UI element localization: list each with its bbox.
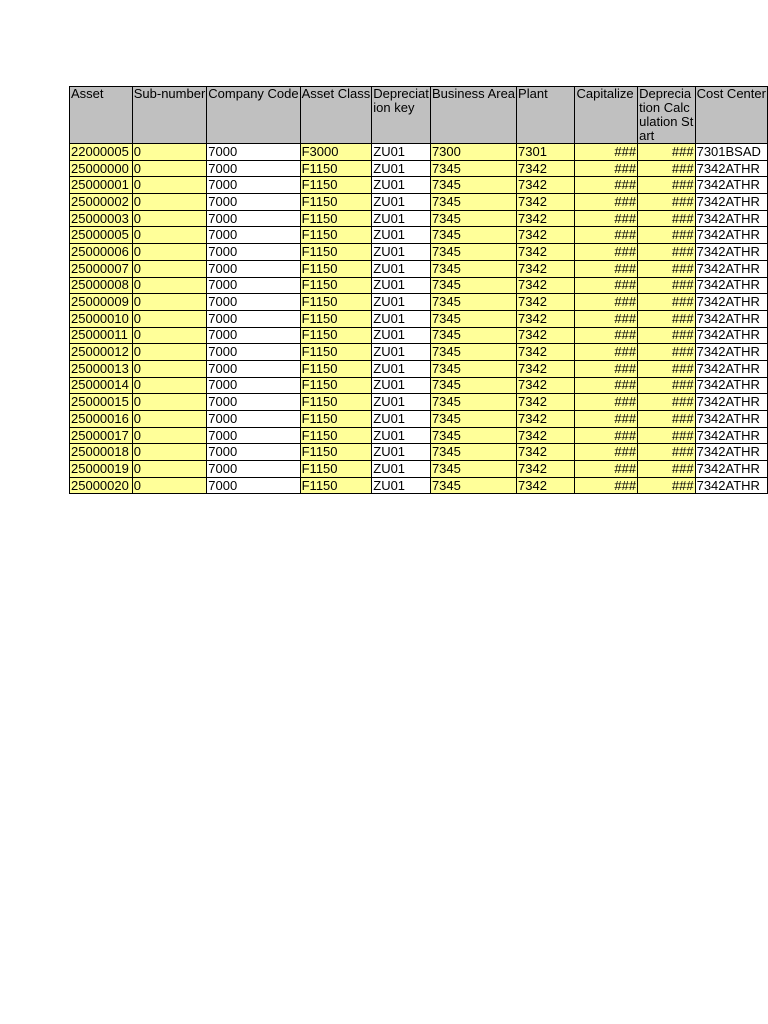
cell-business-area[interactable]: 7345 (430, 210, 516, 227)
cell-cost-center[interactable]: 7342ATHR (695, 160, 767, 177)
cell-capitalize[interactable]: ### (575, 227, 638, 244)
cell-asset[interactable]: 25000020 (70, 477, 133, 494)
cell-asset[interactable]: 25000013 (70, 360, 133, 377)
cell-cost-center[interactable]: 7342ATHR (695, 394, 767, 411)
cell-asset-class[interactable]: F1150 (300, 411, 372, 428)
cell-plant[interactable]: 7342 (517, 244, 575, 261)
cell-asset-class[interactable]: F1150 (300, 210, 372, 227)
cell-company-code[interactable]: 7000 (207, 344, 300, 361)
cell-cost-center[interactable]: 7342ATHR (695, 327, 767, 344)
cell-company-code[interactable]: 7000 (207, 277, 300, 294)
cell-company-code[interactable]: 7000 (207, 194, 300, 211)
cell-cost-center[interactable]: 7342ATHR (695, 427, 767, 444)
cell-capitalize[interactable]: ### (575, 277, 638, 294)
header-asset[interactable]: Asset (70, 87, 133, 144)
cell-capitalize[interactable]: ### (575, 394, 638, 411)
cell-plant[interactable]: 7301 (517, 144, 575, 161)
cell-sub-number[interactable]: 0 (132, 277, 207, 294)
cell-cost-center[interactable]: 7342ATHR (695, 310, 767, 327)
cell-depreciation-start[interactable]: ### (638, 360, 695, 377)
table-row (70, 194, 768, 211)
cell-depreciation-start[interactable]: ### (638, 377, 695, 394)
cell-capitalize[interactable]: ### (575, 360, 638, 377)
cell-cost-center[interactable]: 7342ATHR (695, 294, 767, 311)
cell-cost-center[interactable]: 7342ATHR (695, 277, 767, 294)
cell-sub-number[interactable]: 0 (132, 477, 207, 494)
cell-business-area[interactable]: 7345 (430, 177, 516, 194)
cell-company-code[interactable]: 7000 (207, 244, 300, 261)
cell-depreciation-start[interactable]: ### (638, 310, 695, 327)
cell-asset[interactable]: 25000015 (70, 394, 133, 411)
cell-depreciation-key[interactable]: ZU01 (372, 294, 431, 311)
cell-depreciation-start[interactable]: ### (638, 477, 695, 494)
cell-business-area[interactable]: 7345 (430, 477, 516, 494)
cell-company-code[interactable]: 7000 (207, 461, 300, 478)
cell-depreciation-start[interactable]: ### (638, 277, 695, 294)
cell-asset[interactable]: 25000009 (70, 294, 133, 311)
cell-asset-class[interactable]: F1150 (300, 444, 372, 461)
cell-depreciation-start[interactable]: ### (638, 160, 695, 177)
cell-depreciation-start[interactable]: ### (638, 327, 695, 344)
cell-business-area[interactable]: 7345 (430, 244, 516, 261)
cell-asset[interactable]: 25000000 (70, 160, 133, 177)
cell-capitalize[interactable]: ### (575, 294, 638, 311)
cell-company-code[interactable]: 7000 (207, 210, 300, 227)
cell-sub-number[interactable]: 0 (132, 260, 207, 277)
cell-plant[interactable]: 7342 (517, 277, 575, 294)
cell-depreciation-start[interactable]: ### (638, 194, 695, 211)
cell-depreciation-start[interactable]: ### (638, 344, 695, 361)
cell-cost-center[interactable]: 7342ATHR (695, 461, 767, 478)
cell-plant[interactable]: 7342 (517, 160, 575, 177)
cell-company-code[interactable]: 7000 (207, 310, 300, 327)
cell-cost-center[interactable]: 7342ATHR (695, 477, 767, 494)
table-row (70, 310, 768, 327)
cell-capitalize[interactable]: ### (575, 461, 638, 478)
cell-plant[interactable]: 7342 (517, 294, 575, 311)
cell-company-code[interactable]: 7000 (207, 144, 300, 161)
cell-depreciation-key[interactable]: ZU01 (372, 194, 431, 211)
cell-asset-class[interactable]: F1150 (300, 394, 372, 411)
cell-plant[interactable]: 7342 (517, 310, 575, 327)
cell-asset[interactable]: 25000016 (70, 411, 133, 428)
asset-spreadsheet (69, 86, 768, 494)
cell-asset[interactable]: 25000003 (70, 210, 133, 227)
cell-sub-number[interactable]: 0 (132, 327, 207, 344)
cell-depreciation-key[interactable]: ZU01 (372, 444, 431, 461)
cell-cost-center[interactable]: 7301BSAD (695, 144, 767, 161)
cell-depreciation-key[interactable]: ZU01 (372, 377, 431, 394)
cell-capitalize[interactable]: ### (575, 427, 638, 444)
cell-depreciation-key[interactable]: ZU01 (372, 144, 431, 161)
cell-sub-number[interactable]: 0 (132, 160, 207, 177)
cell-sub-number[interactable]: 0 (132, 294, 207, 311)
cell-company-code[interactable]: 7000 (207, 427, 300, 444)
cell-depreciation-key[interactable]: ZU01 (372, 461, 431, 478)
cell-depreciation-start[interactable]: ### (638, 461, 695, 478)
cell-business-area[interactable]: 7345 (430, 444, 516, 461)
cell-sub-number[interactable]: 0 (132, 377, 207, 394)
cell-asset[interactable]: 25000005 (70, 227, 133, 244)
cell-plant[interactable]: 7342 (517, 177, 575, 194)
cell-plant[interactable]: 7342 (517, 360, 575, 377)
cell-asset[interactable]: 25000014 (70, 377, 133, 394)
cell-company-code[interactable]: 7000 (207, 377, 300, 394)
table-row (70, 427, 768, 444)
cell-business-area[interactable]: 7345 (430, 160, 516, 177)
cell-depreciation-start[interactable]: ### (638, 227, 695, 244)
cell-cost-center[interactable]: 7342ATHR (695, 411, 767, 428)
cell-business-area[interactable]: 7345 (430, 227, 516, 244)
cell-capitalize[interactable]: ### (575, 144, 638, 161)
cell-asset-class[interactable]: F1150 (300, 427, 372, 444)
cell-capitalize[interactable]: ### (575, 260, 638, 277)
cell-cost-center[interactable]: 7342ATHR (695, 177, 767, 194)
cell-asset[interactable]: 25000006 (70, 244, 133, 261)
cell-company-code[interactable]: 7000 (207, 411, 300, 428)
cell-depreciation-key[interactable]: ZU01 (372, 227, 431, 244)
cell-cost-center[interactable]: 7342ATHR (695, 244, 767, 261)
cell-capitalize[interactable]: ### (575, 160, 638, 177)
cell-asset[interactable]: 25000002 (70, 194, 133, 211)
table-row (70, 394, 768, 411)
header-sub-number[interactable]: Sub-number (132, 87, 207, 144)
cell-business-area[interactable]: 7345 (430, 310, 516, 327)
cell-depreciation-key[interactable]: ZU01 (372, 260, 431, 277)
cell-sub-number[interactable]: 0 (132, 427, 207, 444)
cell-company-code[interactable]: 7000 (207, 227, 300, 244)
cell-company-code[interactable]: 7000 (207, 394, 300, 411)
cell-asset[interactable]: 25000008 (70, 277, 133, 294)
cell-cost-center[interactable]: 7342ATHR (695, 344, 767, 361)
table-row (70, 144, 768, 161)
cell-cost-center[interactable]: 7342ATHR (695, 360, 767, 377)
table-row (70, 244, 768, 261)
cell-sub-number[interactable]: 0 (132, 444, 207, 461)
cell-sub-number[interactable]: 0 (132, 144, 207, 161)
cell-business-area[interactable]: 7345 (430, 294, 516, 311)
cell-depreciation-start[interactable]: ### (638, 260, 695, 277)
cell-depreciation-key[interactable]: ZU01 (372, 427, 431, 444)
cell-asset-class[interactable]: F1150 (300, 344, 372, 361)
cell-company-code[interactable]: 7000 (207, 260, 300, 277)
cell-business-area[interactable]: 7345 (430, 360, 516, 377)
cell-cost-center[interactable]: 7342ATHR (695, 194, 767, 211)
cell-cost-center[interactable]: 7342ATHR (695, 210, 767, 227)
cell-cost-center[interactable]: 7342ATHR (695, 444, 767, 461)
cell-plant[interactable]: 7342 (517, 194, 575, 211)
cell-asset-class[interactable]: F1150 (300, 260, 372, 277)
cell-company-code[interactable]: 7000 (207, 360, 300, 377)
cell-capitalize[interactable]: ### (575, 210, 638, 227)
cell-asset-class[interactable]: F1150 (300, 377, 372, 394)
cell-sub-number[interactable]: 0 (132, 194, 207, 211)
table-row (70, 294, 768, 311)
cell-capitalize[interactable]: ### (575, 344, 638, 361)
header-plant[interactable]: Plant (517, 87, 575, 144)
cell-plant[interactable]: 7342 (517, 210, 575, 227)
header-row (70, 87, 768, 144)
cell-capitalize[interactable]: ### (575, 244, 638, 261)
cell-capitalize[interactable]: ### (575, 194, 638, 211)
cell-plant[interactable]: 7342 (517, 427, 575, 444)
table-row (70, 210, 768, 227)
cell-plant[interactable]: 7342 (517, 461, 575, 478)
cell-plant[interactable]: 7342 (517, 444, 575, 461)
cell-asset-class[interactable]: F1150 (300, 360, 372, 377)
cell-capitalize[interactable]: ### (575, 377, 638, 394)
cell-company-code[interactable]: 7000 (207, 477, 300, 494)
cell-plant[interactable]: 7342 (517, 411, 575, 428)
cell-depreciation-start[interactable]: ### (638, 177, 695, 194)
cell-cost-center[interactable]: 7342ATHR (695, 260, 767, 277)
cell-depreciation-start[interactable]: ### (638, 394, 695, 411)
cell-plant[interactable]: 7342 (517, 477, 575, 494)
cell-asset-class[interactable]: F3000 (300, 144, 372, 161)
cell-depreciation-start[interactable]: ### (638, 427, 695, 444)
cell-asset-class[interactable]: F1150 (300, 327, 372, 344)
cell-asset[interactable]: 25000018 (70, 444, 133, 461)
cell-capitalize[interactable]: ### (575, 411, 638, 428)
cell-business-area[interactable]: 7345 (430, 344, 516, 361)
cell-cost-center[interactable]: 7342ATHR (695, 227, 767, 244)
cell-depreciation-key[interactable]: ZU01 (372, 277, 431, 294)
cell-asset[interactable]: 25000017 (70, 427, 133, 444)
cell-sub-number[interactable]: 0 (132, 244, 207, 261)
cell-asset-class[interactable]: F1150 (300, 160, 372, 177)
header-depreciation-key[interactable]: Depreciation key (372, 87, 431, 144)
cell-depreciation-start[interactable]: ### (638, 144, 695, 161)
cell-depreciation-key[interactable]: ZU01 (372, 344, 431, 361)
cell-asset[interactable]: 25000001 (70, 177, 133, 194)
cell-capitalize[interactable]: ### (575, 327, 638, 344)
cell-business-area[interactable]: 7345 (430, 394, 516, 411)
cell-plant[interactable]: 7342 (517, 260, 575, 277)
cell-sub-number[interactable]: 0 (132, 177, 207, 194)
cell-sub-number[interactable]: 0 (132, 310, 207, 327)
cell-depreciation-key[interactable]: ZU01 (372, 394, 431, 411)
cell-company-code[interactable]: 7000 (207, 160, 300, 177)
cell-asset[interactable]: 25000011 (70, 327, 133, 344)
cell-asset-class[interactable]: F1150 (300, 277, 372, 294)
cell-capitalize[interactable]: ### (575, 310, 638, 327)
table-row (70, 377, 768, 394)
table-row (70, 277, 768, 294)
header-business-area[interactable]: Business Area (430, 87, 516, 144)
header-company-code[interactable]: Company Code (207, 87, 300, 144)
cell-depreciation-start[interactable]: ### (638, 411, 695, 428)
header-asset-class[interactable]: Asset Class (300, 87, 372, 144)
cell-sub-number[interactable]: 0 (132, 411, 207, 428)
cell-asset[interactable]: 25000007 (70, 260, 133, 277)
table-row (70, 227, 768, 244)
table-row (70, 344, 768, 361)
cell-business-area[interactable]: 7345 (430, 427, 516, 444)
cell-asset-class[interactable]: F1150 (300, 477, 372, 494)
cell-asset-class[interactable]: F1150 (300, 461, 372, 478)
cell-capitalize[interactable]: ### (575, 477, 638, 494)
table-row (70, 444, 768, 461)
cell-depreciation-start[interactable]: ### (638, 244, 695, 261)
cell-asset[interactable]: 25000012 (70, 344, 133, 361)
cell-sub-number[interactable]: 0 (132, 360, 207, 377)
cell-sub-number[interactable]: 0 (132, 461, 207, 478)
cell-business-area[interactable]: 7345 (430, 461, 516, 478)
cell-business-area[interactable]: 7345 (430, 411, 516, 428)
cell-company-code[interactable]: 7000 (207, 294, 300, 311)
cell-asset-class[interactable]: F1150 (300, 244, 372, 261)
table-row (70, 461, 768, 478)
table-row (70, 327, 768, 344)
header-capitalize[interactable]: Capitalize (575, 87, 638, 144)
cell-company-code[interactable]: 7000 (207, 177, 300, 194)
cell-depreciation-key[interactable]: ZU01 (372, 210, 431, 227)
cell-depreciation-key[interactable]: ZU01 (372, 327, 431, 344)
cell-business-area[interactable]: 7345 (430, 277, 516, 294)
table-row (70, 360, 768, 377)
cell-asset-class[interactable]: F1150 (300, 227, 372, 244)
cell-depreciation-key[interactable]: ZU01 (372, 244, 431, 261)
cell-business-area[interactable]: 7345 (430, 377, 516, 394)
cell-asset-class[interactable]: F1150 (300, 177, 372, 194)
cell-plant[interactable]: 7342 (517, 344, 575, 361)
cell-depreciation-start[interactable]: ### (638, 210, 695, 227)
cell-business-area[interactable]: 7345 (430, 260, 516, 277)
cell-depreciation-key[interactable]: ZU01 (372, 177, 431, 194)
header-cost-center[interactable]: Cost Center (695, 87, 767, 144)
header-depreciation-calculation-start[interactable]: Depreciation Calculation Start (639, 86, 694, 143)
cell-plant[interactable]: 7342 (517, 377, 575, 394)
cell-asset-class[interactable]: F1150 (300, 194, 372, 211)
cell-asset[interactable]: 25000010 (70, 310, 133, 327)
cell-business-area[interactable]: 7300 (430, 144, 516, 161)
cell-company-code[interactable]: 7000 (207, 327, 300, 344)
cell-asset-class[interactable]: F1150 (300, 294, 372, 311)
cell-plant[interactable]: 7342 (517, 227, 575, 244)
cell-asset[interactable]: 22000005 (70, 144, 133, 161)
cell-company-code[interactable]: 7000 (207, 444, 300, 461)
cell-depreciation-key[interactable]: ZU01 (372, 411, 431, 428)
cell-sub-number[interactable]: 0 (132, 344, 207, 361)
cell-sub-number[interactable]: 0 (132, 210, 207, 227)
table-row (70, 160, 768, 177)
cell-capitalize[interactable]: ### (575, 177, 638, 194)
cell-business-area[interactable]: 7345 (430, 327, 516, 344)
cell-capitalize[interactable]: ### (575, 444, 638, 461)
cell-sub-number[interactable]: 0 (132, 227, 207, 244)
table-row (70, 411, 768, 428)
cell-sub-number[interactable]: 0 (132, 394, 207, 411)
cell-plant[interactable]: 7342 (517, 327, 575, 344)
cell-business-area[interactable]: 7345 (430, 194, 516, 211)
cell-depreciation-key[interactable]: ZU01 (372, 310, 431, 327)
cell-cost-center[interactable]: 7342ATHR (695, 377, 767, 394)
table-row (70, 260, 768, 277)
cell-asset[interactable]: 25000019 (70, 461, 133, 478)
table-body (70, 144, 768, 494)
cell-depreciation-key[interactable]: ZU01 (372, 477, 431, 494)
cell-depreciation-key[interactable]: ZU01 (372, 360, 431, 377)
table-row (70, 177, 768, 194)
cell-depreciation-key[interactable]: ZU01 (372, 160, 431, 177)
cell-depreciation-start[interactable]: ### (638, 444, 695, 461)
cell-depreciation-start[interactable]: ### (638, 294, 695, 311)
cell-asset-class[interactable]: F1150 (300, 310, 372, 327)
table-row (70, 477, 768, 494)
cell-plant[interactable]: 7342 (517, 394, 575, 411)
